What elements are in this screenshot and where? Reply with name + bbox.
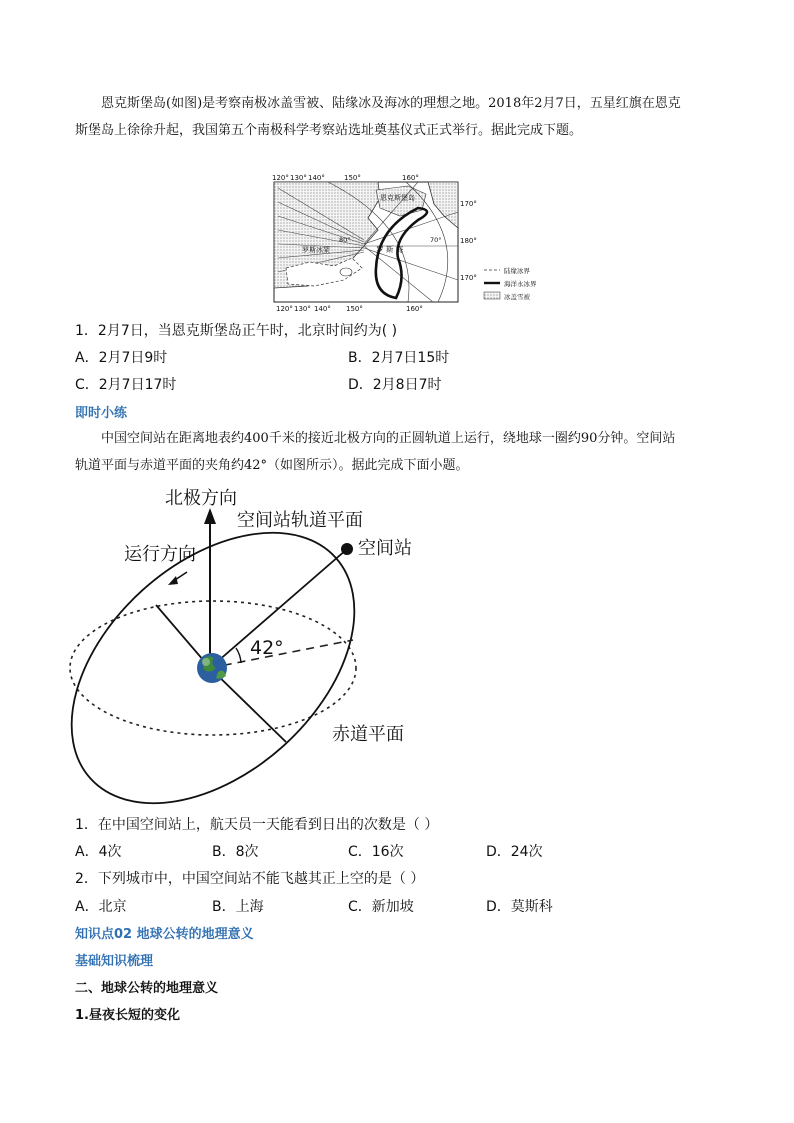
map-lat-70: 70° [430, 236, 442, 244]
q1-option-a[interactable]: A．2月7日9时 [75, 350, 168, 366]
pq2-option-d[interactable]: D．莫斯科 [486, 899, 553, 915]
map-top-lon-3: 140° [308, 174, 325, 182]
intro-line-2: 斯堡岛上徐徐升起，我国第五个南极科学考察站选址奠基仪式正式举行。据此完成下题。 [75, 123, 583, 138]
practice-intro-line-1: 中国空间站在距离地表约400千米的接近北极方向的正圆轨道上运行，绕地球一圈约90分钟。空间站 [101, 431, 676, 446]
q1-option-c[interactable]: C．2月7日17时 [75, 377, 177, 393]
space-station-label: 空间站 [358, 538, 412, 559]
q1-option-b[interactable]: B．2月7日15时 [348, 350, 450, 366]
island-small [340, 268, 352, 276]
pq2-option-b[interactable]: B．上海 [212, 899, 264, 915]
map-right-lon-3: 170° [460, 274, 477, 282]
section-title: 二、地球公转的地理意义 [75, 981, 219, 996]
knowledge-heading: 知识点02 地球公转的地理意义 [75, 927, 254, 942]
map-right-lon-2: 180° [460, 237, 477, 245]
pq1-option-d[interactable]: D．24次 [486, 844, 543, 860]
north-arrow-head [204, 508, 216, 524]
practice-intro-line-2: 轨道平面与赤道平面的夹角约42°（如图所示）。据此完成下面小题。 [75, 458, 469, 473]
map-bottom-lon-1: 120° [276, 305, 293, 313]
subsection-title: 1.昼夜长短的变化 [75, 1008, 180, 1023]
intro-paragraph [75, 90, 735, 144]
map-top-lon-5: 160° [402, 174, 419, 182]
map-top-lon-2: 130° [290, 174, 307, 182]
map-legend [484, 266, 537, 301]
map-lat-80: 80° [339, 236, 351, 244]
pq2-stem: 2．下列城市中，中国空间站不能飞越其正上空的是（ ） [75, 871, 425, 887]
north-direction-label: 北极方向 [165, 488, 237, 509]
space-station-dot [341, 543, 353, 555]
map-bottom-lon-3: 140° [314, 305, 331, 313]
run-direction-label: 运行方向 [124, 544, 196, 565]
q1-stem: 1．2月7日，当恩克斯堡岛正午时，北京时间约为( ) [75, 323, 398, 339]
q1-option-d[interactable]: D．2月8日7时 [348, 377, 442, 393]
map-top-lon-4: 150° [344, 174, 361, 182]
map-island-label: 恩克斯堡岛 [380, 194, 415, 202]
equator-plane-label: 赤道平面 [332, 724, 404, 745]
legend-icesheet-label: 冰盖雪被 [504, 293, 530, 301]
pq1-option-a[interactable]: A．4次 [75, 844, 122, 860]
map-ice-shelf-label: 罗斯冰架 [302, 246, 330, 254]
practice-heading: 即时小练 [75, 406, 128, 421]
orbit-diagram [60, 478, 440, 816]
pq1-option-b[interactable]: B．8次 [212, 844, 259, 860]
map-top-lon-1: 120° [272, 174, 289, 182]
angle-label: 42° [250, 637, 284, 659]
legend-shelf-label: 陆缘冰界 [504, 267, 530, 275]
pq1-option-c[interactable]: C．16次 [348, 844, 404, 860]
pq2-option-a[interactable]: A．北京 [75, 899, 127, 915]
practice-intro [75, 425, 735, 479]
basic-heading: 基础知识梳理 [75, 954, 154, 969]
map-right-lon-1: 170° [460, 200, 477, 208]
map-bottom-lon-4: 150° [346, 305, 363, 313]
pq1-stem: 1．在中国空间站上，航天员一天能看到日出的次数是（ ） [75, 817, 439, 833]
direction-arrow-head [168, 576, 178, 585]
map-bottom-lon-2: 130° [294, 305, 311, 313]
intro-line-1: 恩克斯堡岛(如图)是考察南极冰盖雪被、陆缘冰及海冰的理想之地。2018年2月7日，五星红旗在恩克 [101, 96, 681, 111]
angle-arc [236, 648, 241, 663]
map-bottom-lon-5: 160° [406, 305, 423, 313]
orbit-plane-label: 空间站轨道平面 [237, 510, 363, 531]
map-sea-label: 罗 斯 海 [376, 245, 404, 254]
ross-sea-map [268, 168, 558, 314]
pq2-option-c[interactable]: C．新加坡 [348, 899, 414, 915]
earth-icon [197, 653, 227, 683]
legend-seaice-label: 海洋永冰界 [504, 280, 537, 288]
